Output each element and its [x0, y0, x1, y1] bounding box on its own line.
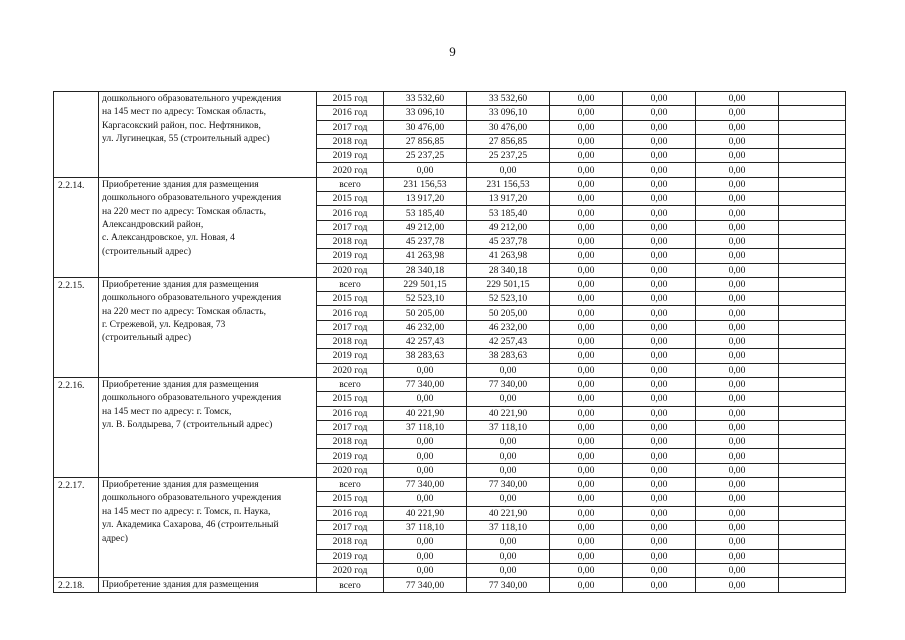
- period-label: 2017 год: [317, 420, 384, 434]
- empty-cell: [779, 163, 846, 177]
- amount-cell: 0,00: [467, 563, 550, 577]
- amount-cell: 0,00: [550, 392, 623, 406]
- entry-number: 2.2.17.: [54, 478, 99, 578]
- empty-cell: [779, 335, 846, 349]
- amount-cell: 0,00: [623, 92, 696, 106]
- amount-cell: 0,00: [550, 292, 623, 306]
- amount-cell: 77 340,00: [384, 377, 467, 391]
- empty-cell: [779, 363, 846, 377]
- period-label: 2016 год: [317, 506, 384, 520]
- amount-cell: 0,00: [550, 320, 623, 334]
- period-label: 2020 год: [317, 363, 384, 377]
- empty-cell: [779, 177, 846, 191]
- amount-cell: 0,00: [696, 377, 779, 391]
- amount-cell: 0,00: [550, 420, 623, 434]
- empty-cell: [779, 149, 846, 163]
- amount-cell: 0,00: [623, 335, 696, 349]
- amount-cell: 0,00: [623, 263, 696, 277]
- amount-cell: 0,00: [696, 349, 779, 363]
- amount-cell: 0,00: [696, 535, 779, 549]
- amount-cell: 53 185,40: [384, 206, 467, 220]
- amount-cell: 0,00: [384, 449, 467, 463]
- amount-cell: 53 185,40: [467, 206, 550, 220]
- amount-cell: 45 237,78: [384, 234, 467, 248]
- amount-cell: 52 523,10: [384, 292, 467, 306]
- amount-cell: 0,00: [623, 192, 696, 206]
- description-line: адрес): [102, 532, 128, 544]
- empty-cell: [779, 563, 846, 577]
- amount-cell: 229 501,15: [384, 277, 467, 291]
- amount-cell: 0,00: [696, 392, 779, 406]
- page-number: 9: [449, 44, 456, 59]
- empty-cell: [779, 578, 846, 593]
- amount-cell: 0,00: [550, 263, 623, 277]
- empty-cell: [779, 449, 846, 463]
- period-label: всего: [317, 377, 384, 391]
- amount-cell: 0,00: [550, 377, 623, 391]
- amount-cell: 0,00: [384, 392, 467, 406]
- amount-cell: 33 096,10: [467, 106, 550, 120]
- amount-cell: 33 532,60: [467, 92, 550, 106]
- table-row: [54, 377, 846, 391]
- amount-cell: 40 221,90: [384, 406, 467, 420]
- empty-cell: [779, 349, 846, 363]
- amount-cell: 0,00: [623, 520, 696, 534]
- description-line: ул. Академика Сахарова, 46 (строительный: [102, 519, 279, 531]
- amount-cell: 0,00: [550, 120, 623, 134]
- amount-cell: 0,00: [384, 435, 467, 449]
- amount-cell: 0,00: [623, 292, 696, 306]
- amount-cell: 0,00: [696, 449, 779, 463]
- amount-cell: 0,00: [696, 292, 779, 306]
- amount-cell: 0,00: [623, 234, 696, 248]
- amount-cell: 0,00: [696, 563, 779, 577]
- amount-cell: 0,00: [696, 120, 779, 134]
- amount-cell: 0,00: [384, 563, 467, 577]
- amount-cell: 0,00: [623, 420, 696, 434]
- amount-cell: 0,00: [623, 549, 696, 563]
- amount-cell: 0,00: [623, 277, 696, 291]
- amount-cell: 0,00: [623, 149, 696, 163]
- empty-cell: [779, 106, 846, 120]
- amount-cell: 231 156,53: [467, 177, 550, 191]
- amount-cell: 0,00: [550, 149, 623, 163]
- amount-cell: 33 096,10: [384, 106, 467, 120]
- amount-cell: 0,00: [696, 192, 779, 206]
- amount-cell: 0,00: [623, 406, 696, 420]
- entry-description: [99, 578, 317, 593]
- period-label: 2020 год: [317, 563, 384, 577]
- amount-cell: 0,00: [550, 163, 623, 177]
- table-row: [54, 277, 846, 291]
- amount-cell: 0,00: [696, 478, 779, 492]
- empty-cell: [779, 249, 846, 263]
- amount-cell: 0,00: [623, 177, 696, 191]
- empty-cell: [779, 206, 846, 220]
- amount-cell: 0,00: [696, 92, 779, 106]
- description-line: Каргасокский район, пос. Нефтяников,: [102, 119, 261, 131]
- entry-number: 2.2.18.: [54, 578, 99, 593]
- amount-cell: 0,00: [623, 478, 696, 492]
- amount-cell: 28 340,18: [467, 263, 550, 277]
- amount-cell: 0,00: [550, 449, 623, 463]
- amount-cell: 0,00: [467, 535, 550, 549]
- empty-cell: [779, 535, 846, 549]
- period-label: 2017 год: [317, 520, 384, 534]
- amount-cell: 0,00: [623, 535, 696, 549]
- amount-cell: 0,00: [623, 363, 696, 377]
- amount-cell: 0,00: [550, 506, 623, 520]
- amount-cell: 0,00: [623, 349, 696, 363]
- period-label: 2016 год: [317, 406, 384, 420]
- amount-cell: 41 263,98: [384, 249, 467, 263]
- amount-cell: 38 283,63: [384, 349, 467, 363]
- period-label: 2016 год: [317, 106, 384, 120]
- amount-cell: 0,00: [550, 520, 623, 534]
- amount-cell: 0,00: [623, 435, 696, 449]
- period-label: 2019 год: [317, 449, 384, 463]
- amount-cell: 0,00: [696, 177, 779, 191]
- entry-description: [99, 177, 317, 277]
- amount-cell: 30 476,00: [384, 120, 467, 134]
- budget-table: [53, 91, 846, 593]
- amount-cell: 50 205,00: [384, 306, 467, 320]
- amount-cell: 0,00: [696, 234, 779, 248]
- empty-cell: [779, 520, 846, 534]
- amount-cell: 0,00: [696, 492, 779, 506]
- empty-cell: [779, 92, 846, 106]
- description-line: Александровский район,: [102, 219, 204, 230]
- amount-cell: 0,00: [623, 463, 696, 477]
- empty-cell: [779, 263, 846, 277]
- amount-cell: 0,00: [696, 320, 779, 334]
- amount-cell: 0,00: [550, 435, 623, 449]
- amount-cell: 0,00: [467, 449, 550, 463]
- description-line: Приобретение здания для размещения: [102, 178, 259, 190]
- amount-cell: 0,00: [550, 406, 623, 420]
- amount-cell: 28 340,18: [384, 263, 467, 277]
- amount-cell: 0,00: [550, 234, 623, 248]
- period-label: 2019 год: [317, 149, 384, 163]
- empty-cell: [779, 192, 846, 206]
- amount-cell: 0,00: [384, 463, 467, 477]
- period-label: 2015 год: [317, 392, 384, 406]
- period-label: 2020 год: [317, 263, 384, 277]
- empty-cell: [779, 463, 846, 477]
- period-label: 2018 год: [317, 335, 384, 349]
- description-line: на 220 мест по адресу: Томская область,: [102, 205, 267, 217]
- period-label: 2018 год: [317, 134, 384, 148]
- amount-cell: 49 212,00: [467, 220, 550, 234]
- amount-cell: 25 237,25: [384, 149, 467, 163]
- period-label: всего: [317, 277, 384, 291]
- amount-cell: 0,00: [550, 363, 623, 377]
- description-line: на 145 мест по адресу: Томская область,: [102, 106, 267, 118]
- amount-cell: 41 263,98: [467, 249, 550, 263]
- empty-cell: [779, 120, 846, 134]
- amount-cell: 0,00: [384, 492, 467, 506]
- empty-cell: [779, 549, 846, 563]
- amount-cell: 0,00: [623, 563, 696, 577]
- amount-cell: 0,00: [623, 377, 696, 391]
- description-line: (строительный адрес): [102, 245, 192, 257]
- period-label: 2018 год: [317, 535, 384, 549]
- amount-cell: 0,00: [696, 206, 779, 220]
- empty-cell: [779, 134, 846, 148]
- amount-cell: 37 118,10: [467, 420, 550, 434]
- amount-cell: 0,00: [696, 520, 779, 534]
- amount-cell: 0,00: [384, 363, 467, 377]
- entry-number: [54, 92, 99, 178]
- amount-cell: 0,00: [696, 306, 779, 320]
- amount-cell: 0,00: [696, 263, 779, 277]
- empty-cell: [779, 220, 846, 234]
- amount-cell: 27 856,85: [467, 134, 550, 148]
- amount-cell: 0,00: [696, 134, 779, 148]
- period-label: всего: [317, 578, 384, 593]
- amount-cell: 38 283,63: [467, 349, 550, 363]
- amount-cell: 0,00: [696, 106, 779, 120]
- description-line: на 220 мест по адресу: Томская область,: [102, 305, 267, 317]
- amount-cell: 0,00: [623, 506, 696, 520]
- description-line: Приобретение здания для размещения: [102, 579, 259, 591]
- amount-cell: 40 221,90: [467, 406, 550, 420]
- amount-cell: 0,00: [696, 149, 779, 163]
- amount-cell: 37 118,10: [467, 520, 550, 534]
- description-line: (строительный адрес): [102, 332, 192, 344]
- description-line: ул. Лугинецкая, 55 (строительный адрес): [102, 133, 270, 145]
- amount-cell: 0,00: [696, 578, 779, 593]
- amount-cell: 0,00: [696, 220, 779, 234]
- amount-cell: 0,00: [550, 478, 623, 492]
- amount-cell: 0,00: [623, 106, 696, 120]
- period-label: 2020 год: [317, 163, 384, 177]
- period-label: 2017 год: [317, 320, 384, 334]
- empty-cell: [779, 234, 846, 248]
- amount-cell: 0,00: [384, 549, 467, 563]
- amount-cell: 0,00: [550, 563, 623, 577]
- amount-cell: 0,00: [696, 249, 779, 263]
- entry-number: 2.2.14.: [54, 177, 99, 277]
- empty-cell: [779, 292, 846, 306]
- amount-cell: 0,00: [550, 134, 623, 148]
- amount-cell: 229 501,15: [467, 277, 550, 291]
- amount-cell: 0,00: [550, 177, 623, 191]
- empty-cell: [779, 492, 846, 506]
- amount-cell: 0,00: [696, 420, 779, 434]
- period-label: 2019 год: [317, 349, 384, 363]
- table-row: [54, 478, 846, 492]
- amount-cell: 0,00: [384, 535, 467, 549]
- table-row: [54, 177, 846, 191]
- amount-cell: 25 237,25: [467, 149, 550, 163]
- description-line: дошкольного образовательного учреждения: [102, 292, 282, 304]
- amount-cell: 46 232,00: [384, 320, 467, 334]
- amount-cell: 0,00: [467, 463, 550, 477]
- amount-cell: 77 340,00: [467, 377, 550, 391]
- amount-cell: 30 476,00: [467, 120, 550, 134]
- description-line: дошкольного образовательного учреждения: [102, 192, 282, 204]
- amount-cell: 0,00: [623, 306, 696, 320]
- amount-cell: 0,00: [696, 435, 779, 449]
- table-row: [54, 578, 846, 593]
- description-line: Приобретение здания для размещения: [102, 378, 259, 390]
- period-label: всего: [317, 478, 384, 492]
- amount-cell: 0,00: [623, 449, 696, 463]
- amount-cell: 0,00: [467, 435, 550, 449]
- empty-cell: [779, 277, 846, 291]
- description-line: дошкольного образовательного учреждения: [102, 93, 282, 104]
- amount-cell: 0,00: [550, 578, 623, 593]
- amount-cell: 0,00: [467, 549, 550, 563]
- amount-cell: 0,00: [623, 220, 696, 234]
- amount-cell: 0,00: [467, 363, 550, 377]
- period-label: 2020 год: [317, 463, 384, 477]
- amount-cell: 0,00: [623, 392, 696, 406]
- period-label: 2015 год: [317, 292, 384, 306]
- period-label: 2017 год: [317, 220, 384, 234]
- period-label: 2019 год: [317, 549, 384, 563]
- period-label: всего: [317, 177, 384, 191]
- description-line: на 145 мест по адресу: г. Томск, п. Наука,: [102, 505, 271, 517]
- description-line: Приобретение здания для размещения: [102, 479, 259, 491]
- description-line: на 145 мест по адресу: г. Томск,: [102, 405, 232, 417]
- amount-cell: 33 532,60: [384, 92, 467, 106]
- entry-description: [99, 377, 317, 477]
- amount-cell: 0,00: [623, 578, 696, 593]
- period-label: 2015 год: [317, 192, 384, 206]
- description-line: г. Стрежевой, ул. Кедровая, 73: [102, 319, 226, 331]
- period-label: 2016 год: [317, 306, 384, 320]
- amount-cell: 27 856,85: [384, 134, 467, 148]
- amount-cell: 0,00: [550, 106, 623, 120]
- amount-cell: 42 257,43: [467, 335, 550, 349]
- empty-cell: [779, 306, 846, 320]
- amount-cell: 0,00: [467, 492, 550, 506]
- period-label: 2016 год: [317, 206, 384, 220]
- amount-cell: 0,00: [550, 306, 623, 320]
- amount-cell: 0,00: [550, 335, 623, 349]
- entry-number: 2.2.15.: [54, 277, 99, 377]
- amount-cell: 0,00: [623, 206, 696, 220]
- table-row: [54, 92, 846, 106]
- empty-cell: [779, 406, 846, 420]
- amount-cell: 40 221,90: [384, 506, 467, 520]
- period-label: 2015 год: [317, 492, 384, 506]
- entry-description: [99, 92, 317, 178]
- amount-cell: 0,00: [696, 277, 779, 291]
- amount-cell: 0,00: [696, 335, 779, 349]
- amount-cell: 37 118,10: [384, 520, 467, 534]
- amount-cell: 0,00: [550, 192, 623, 206]
- amount-cell: 13 917,20: [467, 192, 550, 206]
- amount-cell: 0,00: [384, 163, 467, 177]
- description-line: дошкольного образовательного учреждения: [102, 492, 282, 504]
- amount-cell: 0,00: [696, 549, 779, 563]
- amount-cell: 77 340,00: [384, 578, 467, 593]
- table-body: [54, 92, 846, 593]
- amount-cell: 45 237,78: [467, 234, 550, 248]
- amount-cell: 0,00: [467, 163, 550, 177]
- amount-cell: 0,00: [550, 535, 623, 549]
- amount-cell: 46 232,00: [467, 320, 550, 334]
- amount-cell: 0,00: [550, 220, 623, 234]
- empty-cell: [779, 377, 846, 391]
- empty-cell: [779, 478, 846, 492]
- description-line: дошкольного образовательного учреждения: [102, 392, 282, 404]
- amount-cell: 0,00: [696, 506, 779, 520]
- amount-cell: 0,00: [623, 163, 696, 177]
- entry-description: [99, 277, 317, 377]
- period-label: 2019 год: [317, 249, 384, 263]
- amount-cell: 0,00: [550, 463, 623, 477]
- period-label: 2017 год: [317, 120, 384, 134]
- entry-number: 2.2.16.: [54, 377, 99, 477]
- amount-cell: 0,00: [550, 92, 623, 106]
- amount-cell: 0,00: [623, 249, 696, 263]
- amount-cell: 52 523,10: [467, 292, 550, 306]
- amount-cell: 0,00: [696, 163, 779, 177]
- amount-cell: 0,00: [550, 549, 623, 563]
- amount-cell: 0,00: [623, 492, 696, 506]
- empty-cell: [779, 320, 846, 334]
- amount-cell: 49 212,00: [384, 220, 467, 234]
- amount-cell: 0,00: [467, 392, 550, 406]
- amount-cell: 0,00: [696, 463, 779, 477]
- period-label: 2015 год: [317, 92, 384, 106]
- empty-cell: [779, 420, 846, 434]
- description-line: с. Александровское, ул. Новая, 4: [102, 232, 235, 244]
- amount-cell: 42 257,43: [384, 335, 467, 349]
- amount-cell: 77 340,00: [384, 478, 467, 492]
- empty-cell: [779, 435, 846, 449]
- amount-cell: 0,00: [623, 320, 696, 334]
- amount-cell: 0,00: [550, 492, 623, 506]
- amount-cell: 0,00: [623, 134, 696, 148]
- amount-cell: 13 917,20: [384, 192, 467, 206]
- description-line: Приобретение здания для размещения: [102, 278, 259, 290]
- amount-cell: 50 205,00: [467, 306, 550, 320]
- entry-description: [99, 478, 317, 578]
- description-line: ул. В. Болдырева, 7 (строительный адрес): [102, 419, 273, 431]
- empty-cell: [779, 392, 846, 406]
- amount-cell: 0,00: [623, 120, 696, 134]
- amount-cell: 37 118,10: [384, 420, 467, 434]
- amount-cell: 77 340,00: [467, 578, 550, 593]
- amount-cell: 0,00: [696, 406, 779, 420]
- amount-cell: 0,00: [550, 206, 623, 220]
- amount-cell: 0,00: [550, 349, 623, 363]
- amount-cell: 0,00: [550, 249, 623, 263]
- amount-cell: 40 221,90: [467, 506, 550, 520]
- amount-cell: 77 340,00: [467, 478, 550, 492]
- amount-cell: 0,00: [696, 363, 779, 377]
- amount-cell: 231 156,53: [384, 177, 467, 191]
- period-label: 2018 год: [317, 435, 384, 449]
- period-label: 2018 год: [317, 234, 384, 248]
- empty-cell: [779, 506, 846, 520]
- amount-cell: 0,00: [550, 277, 623, 291]
